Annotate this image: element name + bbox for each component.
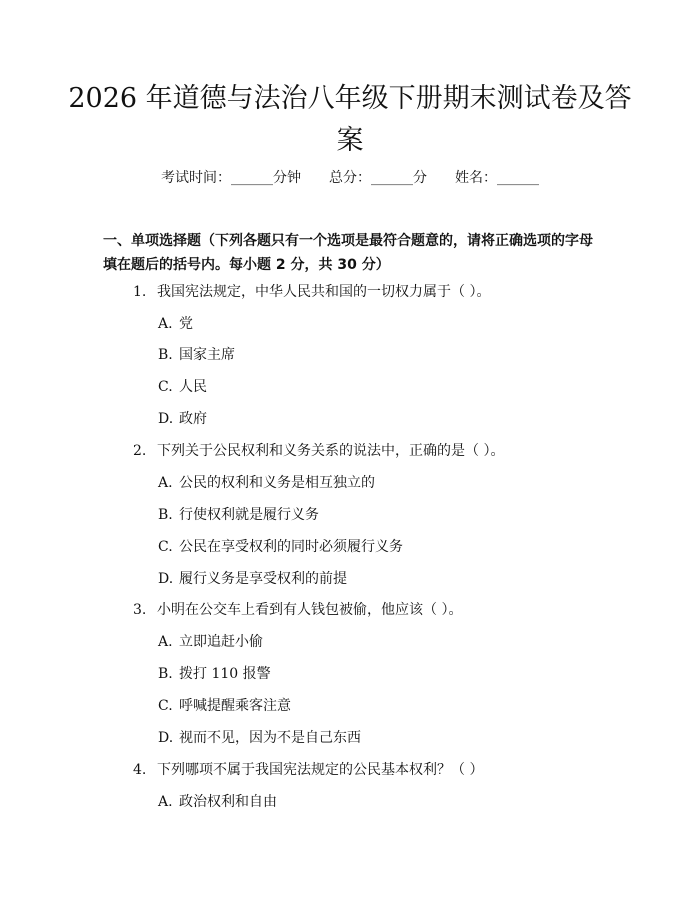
option-text: 政府 — [179, 411, 207, 427]
option-text: 党 — [179, 316, 193, 332]
option — [158, 792, 598, 812]
option-text: 履行义务是享受权利的前提 — [179, 571, 347, 587]
option-text: 拨打 110 报警 — [179, 666, 271, 682]
option-text: 视而不见，因为不是自己东西 — [179, 730, 361, 746]
option — [158, 537, 598, 557]
question-text: 下列关于公民权利和义务关系的说法中，正确的是（ ）。 — [157, 443, 505, 459]
student-name: 姓名：______ — [455, 170, 539, 186]
option — [158, 728, 598, 748]
exam-info — [0, 168, 700, 188]
option-text: 国家主席 — [179, 347, 235, 363]
option-letter: D. — [158, 571, 174, 587]
option-letter: B. — [158, 507, 173, 523]
page-title: 2026 年道德与法治八年级下册期末测试卷及答案 — [68, 83, 632, 156]
exam-time: 考试时间：______分钟 — [161, 170, 301, 186]
option — [158, 632, 598, 652]
option-letter: B. — [158, 666, 173, 682]
option-text: 行使权利就是履行义务 — [179, 507, 319, 523]
question-4 — [133, 760, 603, 780]
question-text: 小明在公交车上看到有人钱包被偷，他应该（ ）。 — [157, 602, 463, 618]
total-score: 总分：______分 — [329, 170, 427, 186]
option — [158, 569, 598, 589]
question-2 — [133, 441, 603, 461]
option-letter: A. — [158, 634, 173, 650]
option — [158, 505, 598, 525]
option — [158, 345, 598, 365]
option — [158, 473, 598, 493]
option — [158, 377, 598, 397]
option-text: 公民在享受权利的同时必须履行义务 — [179, 539, 403, 555]
question-1 — [133, 282, 603, 302]
option-text: 公民的权利和义务是相互独立的 — [179, 475, 375, 491]
option — [158, 409, 598, 429]
option-letter: A. — [158, 475, 173, 491]
option — [158, 314, 598, 334]
option-letter: B. — [158, 347, 173, 363]
option-text: 人民 — [179, 379, 207, 395]
question-number: 1. — [133, 284, 147, 300]
option-letter: A. — [158, 794, 173, 810]
section-heading: 一、单项选择题（下列各题只有一个选项是最符合题意的，请将正确选项的字母填在题后的括号内。每小题 2 分，共 30 分） — [103, 233, 593, 273]
option-letter: C. — [158, 539, 173, 555]
question-number: 2. — [133, 443, 147, 459]
option-text: 立即追赶小偷 — [179, 634, 263, 650]
question-text: 我国宪法规定，中华人民共和国的一切权力属于（ ）。 — [157, 284, 491, 300]
question-3 — [133, 600, 603, 620]
option — [158, 664, 598, 684]
option-text: 呼喊提醒乘客注意 — [179, 698, 291, 714]
option-letter: D. — [158, 730, 174, 746]
question-number: 4. — [133, 762, 147, 778]
option-letter: D. — [158, 411, 174, 427]
option-letter: A. — [158, 316, 173, 332]
option-letter: C. — [158, 698, 173, 714]
question-number: 3. — [133, 602, 147, 618]
option-text: 政治权利和自由 — [179, 794, 277, 810]
option — [158, 696, 598, 716]
option-letter: C. — [158, 379, 173, 395]
question-text: 下列哪项不属于我国宪法规定的公民基本权利？（ ） — [157, 762, 484, 778]
